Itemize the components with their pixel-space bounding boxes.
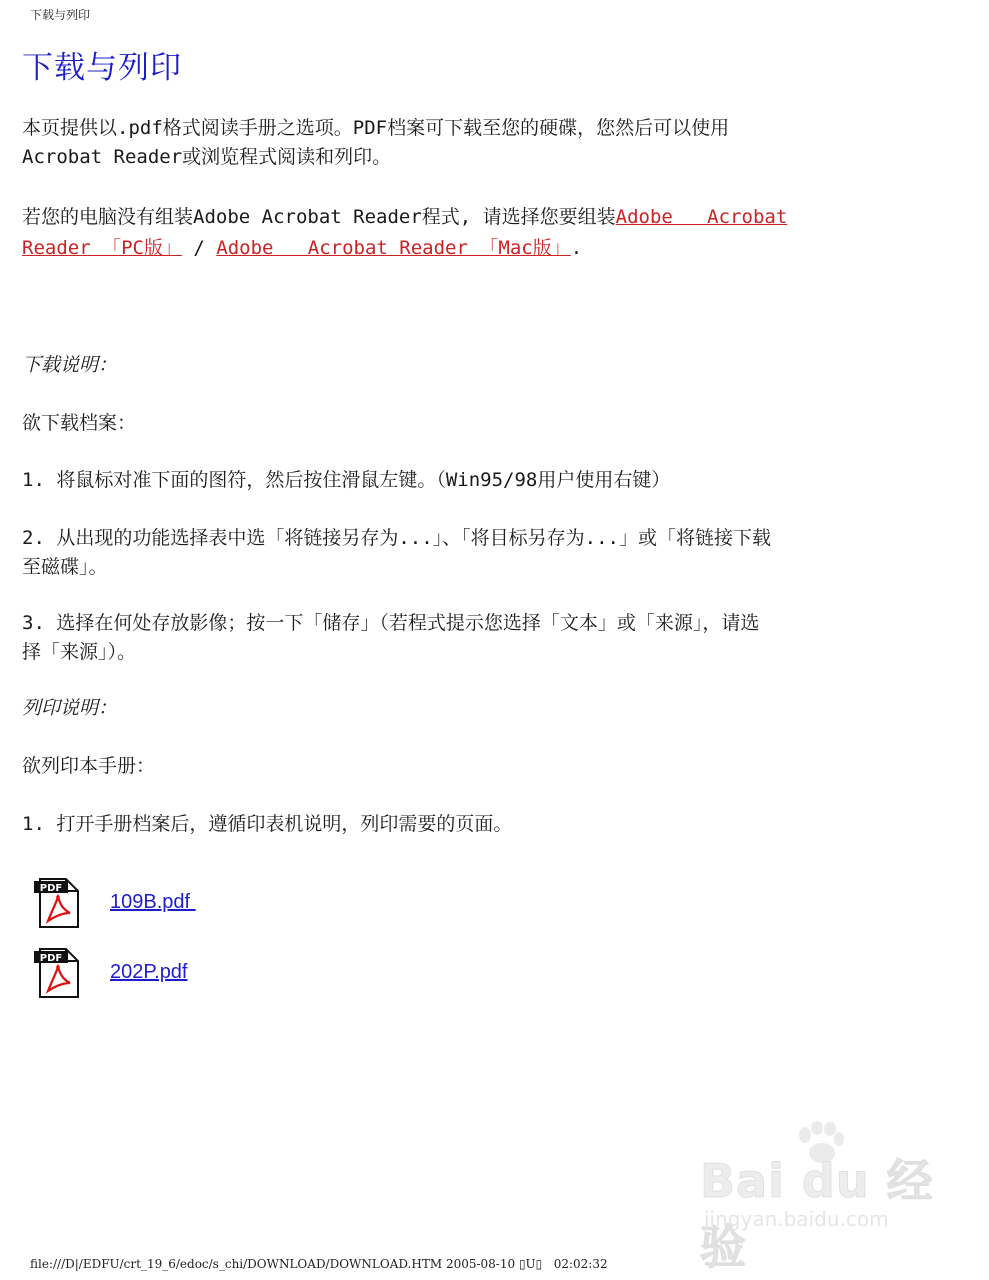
svg-text:PDF: PDF [39, 883, 63, 894]
print-lead: 欲列印本手册： [22, 755, 156, 777]
pdf-file-icon[interactable] [34, 877, 82, 929]
watermark-url: jingyan.baidu.com [704, 1207, 889, 1231]
print-heading: 列印说明： [22, 697, 118, 719]
file-link-109b[interactable]: 109B.pdf [110, 891, 196, 913]
adobe-reader-pc-link-part1[interactable]: Adobe Acrobat [615, 206, 788, 228]
download-step-3: 3. 选择在何处存放影像；按一下「储存」（若程式提示您选择「文本」或「来源」，请选 择「来源」）。 [22, 612, 760, 663]
running-header: 下载与列印 [30, 8, 91, 22]
file-row-202p [34, 947, 188, 999]
svg-text:PDF: PDF [39, 953, 63, 964]
print-step-1: 1. 打开手册档案后，遵循印表机说明，列印需要的页面。 [22, 813, 513, 835]
adobe-reader-mac-link[interactable]: Adobe Acrobat Reader 「Mac版」 [216, 237, 571, 259]
file-row-109b [34, 877, 196, 929]
adobe-reader-pc-link-part2[interactable]: Reader 「PC版」 [22, 237, 182, 259]
download-step-2: 2. 从出现的功能选择表中选「将链接另存为...」、「将目标另存为...」或「将链接下载 至磁碟」。 [22, 527, 771, 578]
page-title: 下载与列印 [22, 50, 182, 86]
intro-paragraph: 本页提供以.pdf格式阅读手册之选项。PDF档案可下载至您的硬碟，您然后可以使用 Acrobat Reader或浏览程式阅读和列印。 [22, 117, 730, 168]
download-step-1: 1. 将鼠标对准下面的图符，然后按住滑鼠左键。（Win95/98用户使用右键） [22, 469, 671, 491]
watermark-logo-text: Bai du 经验 [700, 1154, 934, 1274]
install-prefix: 若您的电脑没有组装Adobe Acrobat Reader程式, 请选择您要组装 [22, 206, 616, 228]
link-separator: / [181, 237, 217, 259]
footer-file-path: file:///D|/EDFU/crt_19_6/edoc/s_chi/DOWNLOAD/DOWNLOAD.HTM 2005-08-10 ▯U▯ 02:02:32 [30, 1257, 608, 1271]
install-paragraph [22, 202, 922, 264]
baidu-jingyan-watermark [700, 1125, 940, 1274]
file-link-202p[interactable]: 202P.pdf [110, 961, 188, 983]
download-lead: 欲下载档案： [22, 412, 137, 434]
pdf-file-icon[interactable] [34, 947, 82, 999]
install-suffix: . [570, 237, 583, 259]
download-heading: 下载说明： [22, 354, 118, 376]
